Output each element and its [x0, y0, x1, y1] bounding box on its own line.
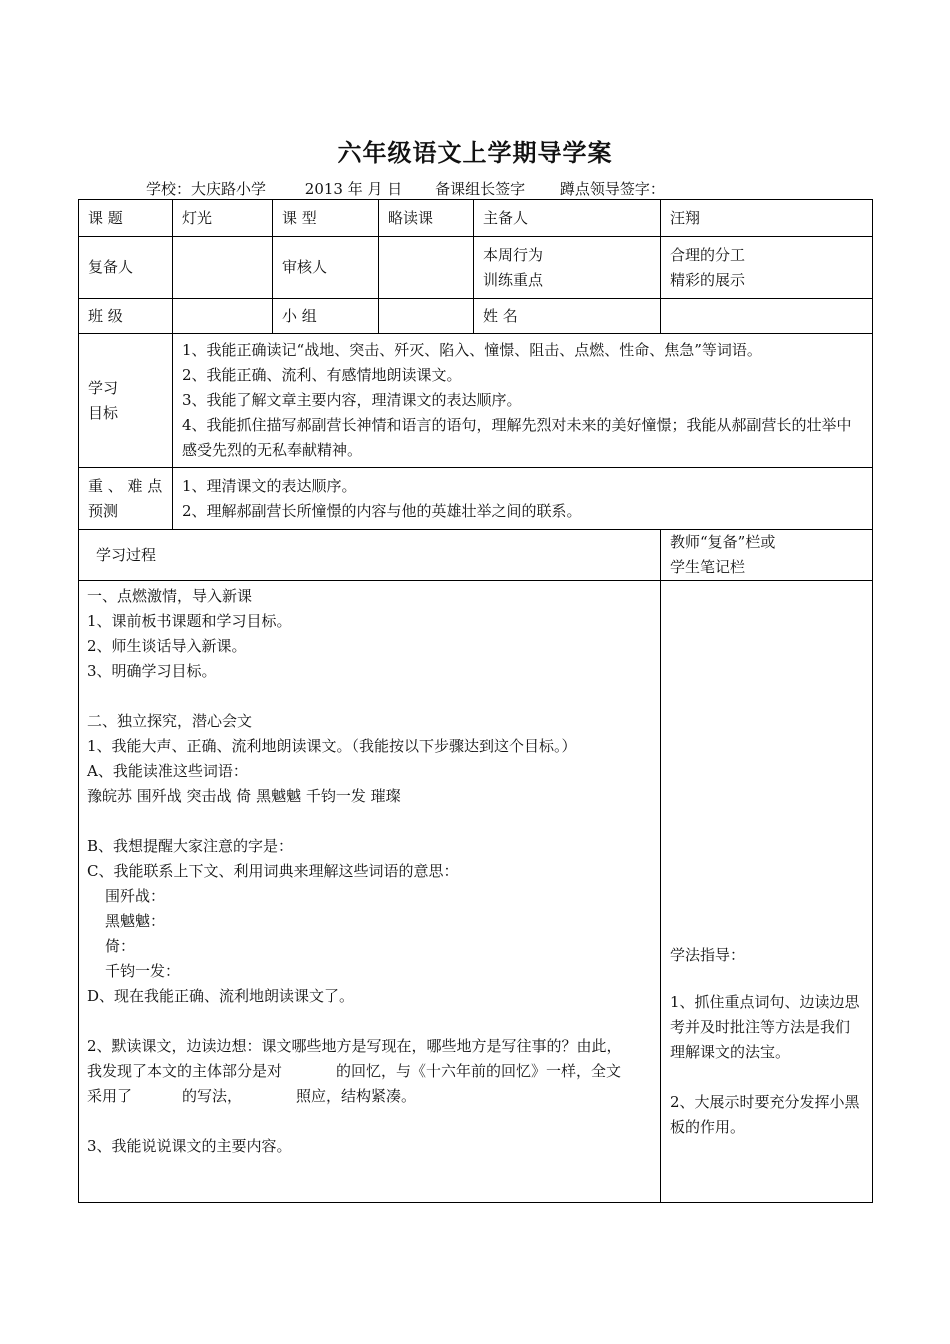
- process-content: [79, 581, 661, 1203]
- main-prep-value: 汪翔: [661, 200, 873, 237]
- process-body-row: [79, 581, 873, 1203]
- goals-row: [79, 334, 873, 468]
- step-c: C、我能联系上下文、利用词典来理解这些词语的意思：: [87, 862, 459, 880]
- goal-item: 4、我能抓住描写郝副营长神情和语言的语句，理解先烈对未来的美好憧憬；我能从郝副营长的壮举中感受先烈的无私奉献精神。: [182, 416, 852, 459]
- topic-value: 灯光: [173, 200, 273, 237]
- key-points-row: [79, 468, 873, 530]
- section-2-item-2-line-1: 2、默读课文，边读边想：课文哪些地方是写现在，哪些地方是写往事的？由此，: [87, 1037, 622, 1055]
- section-1-title: 一、点燃激情，导入新课: [87, 587, 253, 605]
- section-1-item: 2、师生谈话导入新课。: [87, 637, 247, 655]
- key-points-label: 重 、 难 点 预测: [79, 468, 173, 530]
- section-1-item: 3、明确学习目标。: [87, 662, 217, 680]
- reviewer-value: [379, 237, 474, 299]
- topic-label: 课 题: [79, 200, 173, 237]
- co-prep-value: [173, 237, 273, 299]
- section-2-item-2-line-2: 我发现了本文的主体部分是对 的回忆，与《十六年前的回忆》一样，全文: [87, 1062, 622, 1080]
- key-point-item: 2、理解郝副营长所憧憬的内容与他的英雄壮举之间的联系。: [182, 501, 582, 520]
- guide-table: [78, 199, 873, 1203]
- notes-column-label: 教师“复备”栏或 学生笔记栏: [661, 530, 873, 581]
- goal-item: 1、我能正确读记“战地、突击、歼灭、陷入、憧憬、阻击、点燃、性命、焦急”等词语。: [182, 341, 762, 359]
- step-a: A、我能读准这些词语：: [87, 762, 248, 780]
- co-prep-label: 复备人: [79, 237, 173, 299]
- meta-line: [146, 178, 665, 199]
- section-2-item-1: 1、我能大声、正确、流利地朗读课文。（我能按以下步骤达到这个目标。）: [87, 737, 577, 755]
- name-value: [661, 299, 873, 334]
- process-label: 学习过程: [79, 530, 661, 581]
- term-item: 千钧一发：: [105, 962, 181, 980]
- date-info: 2013 年 月 日: [304, 180, 403, 198]
- method-guide-item: 2、大展示时要充分发挥小黑板的作用。: [670, 1093, 860, 1136]
- step-d: D、现在我能正确、流利地朗读课文了。: [87, 987, 355, 1005]
- notes-column: [661, 581, 873, 1203]
- term-item: 围歼战：: [105, 887, 166, 905]
- goals-label: 学习 目标: [79, 334, 173, 468]
- section-2-item-3: 3、我能说说课文的主要内容。: [87, 1137, 292, 1155]
- class-label: 班 级: [79, 299, 173, 334]
- reviewer-label: 审核人: [273, 237, 379, 299]
- page-title: 六年级语文上学期导学案: [337, 139, 613, 167]
- method-guide-item: 1、抓住重点词句、边读边思考并及时批注等方法是我们理解课文的法宝。: [670, 993, 860, 1061]
- name-label: 姓 名: [474, 299, 661, 334]
- goal-item: 2、我能正确、流利、有感情地朗读课文。: [182, 366, 462, 384]
- group-leader-signature: 备课组长签字: [435, 180, 526, 198]
- goal-item: 3、我能了解文章主要内容，理清课文的表达顺序。: [182, 391, 522, 409]
- type-value: 略读课: [379, 200, 474, 237]
- step-b: B、我想提醒大家注意的字是：: [87, 837, 294, 855]
- method-guide-title: 学法指导：: [670, 946, 746, 964]
- weekly-focus-value: 合理的分工 精彩的展示: [661, 237, 873, 299]
- section-1-item: 1、课前板书课题和学习目标。: [87, 612, 292, 630]
- section-2-item-2-line-3: 采用了 的写法， 照应，结构紧凑。: [87, 1087, 417, 1105]
- header-row-1: [79, 200, 873, 237]
- key-points-content: [173, 468, 873, 530]
- supervisor-signature: 蹲点领导签字：: [559, 180, 665, 198]
- header-row-3: [79, 299, 873, 334]
- group-label: 小 组: [273, 299, 379, 334]
- key-point-item: 1、理清课文的表达顺序。: [182, 476, 357, 495]
- header-row-2: [79, 237, 873, 299]
- process-header-row: [79, 530, 873, 581]
- type-label: 课 型: [273, 200, 379, 237]
- term-item: 黑魆魆：: [105, 912, 166, 930]
- group-value: [379, 299, 474, 334]
- class-value: [173, 299, 273, 334]
- word-list: 豫皖苏 围歼战 突击战 倚 黑魆魆 千钧一发 璀璨: [87, 787, 401, 805]
- term-item: 倚：: [105, 937, 136, 955]
- weekly-focus-label: 本周行为 训练重点: [474, 237, 661, 299]
- main-prep-label: 主备人: [474, 200, 661, 237]
- section-2-title: 二、独立探究，潜心会文: [87, 712, 253, 730]
- goals-content: [173, 334, 873, 468]
- school-info: 学校：大庆路小学: [146, 180, 267, 198]
